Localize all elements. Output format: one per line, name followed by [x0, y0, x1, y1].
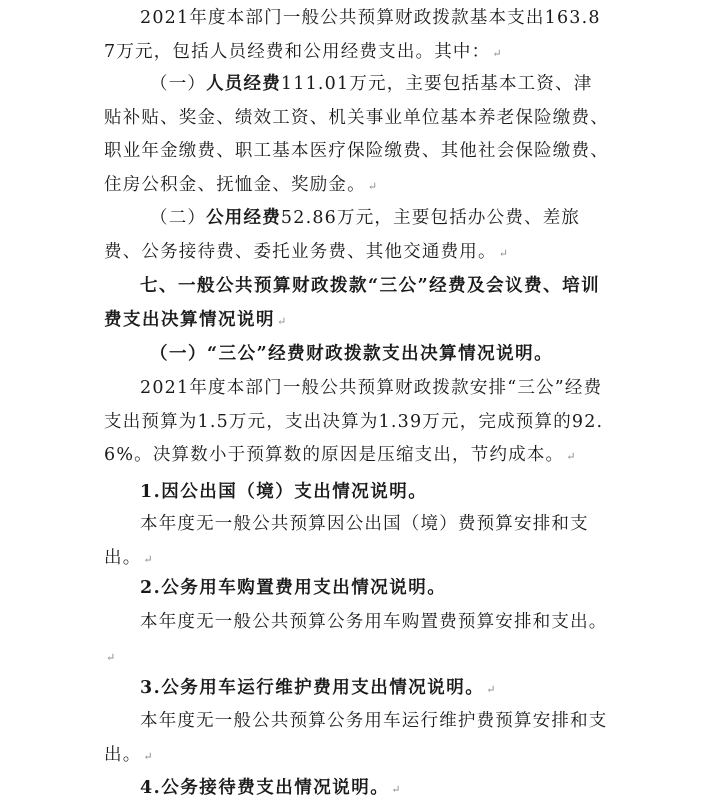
bold-term: 人员经费 [206, 74, 281, 94]
heading-text: 1.因公出国（境）支出情况说明。 [140, 482, 428, 502]
paragraph-mark-icon: ↵ [106, 650, 116, 664]
paragraph-mark-icon: ↵ [391, 783, 401, 796]
paragraph-mark-icon: ↵ [367, 179, 378, 193]
paragraph-mark-icon: ↵ [143, 552, 153, 566]
heading-text: 2.公务用车购置费用支出情况说明。 [140, 578, 447, 598]
paragraph-mark-icon: ↵ [277, 314, 287, 328]
paragraph-text: 2021年度本部门一般公共预算财政拨款安排“三公”经费支出预算为1.5万元，支出决算为1.39万元，完成预算的92.6%。决算数小于预算数的原因是压缩支出，节约成本。 [104, 378, 604, 465]
item-heading-overseas [104, 476, 609, 510]
paragraph-mark-icon: ↵ [486, 683, 496, 696]
paragraph-text: 本年度无一般公共预算因公出国（境）费预算安排和支出。 [104, 514, 589, 568]
subsection-heading-three-public [104, 338, 609, 372]
heading-text: 3.公务用车运行维护费用支出情况说明。 [140, 678, 485, 698]
paragraph-basic-expenditure [104, 2, 609, 70]
list-prefix: （一） [150, 74, 207, 94]
paragraph-text: 52.86万元，主要包括办公费、差旅费、公务接待费、委托业务费、其他交通费用。 [104, 208, 581, 262]
list-prefix: （二） [150, 208, 207, 228]
paragraph-overseas [104, 508, 609, 576]
paragraph-text: 本年度无一般公共预算公务用车运行维护费预算安排和支出。 [104, 711, 608, 765]
item-heading-vehicle-maintenance [104, 672, 609, 707]
paragraph-three-public-budget [104, 372, 609, 474]
paragraph-vehicle-purchase [104, 606, 609, 674]
paragraph-mark-icon: ↵ [492, 46, 502, 60]
paragraph-mark-icon: ↵ [498, 246, 508, 260]
section-heading-seven [104, 270, 609, 338]
item-heading-reception [104, 772, 609, 807]
paragraph-text: 111.01万元，主要包括基本工资、津贴补贴、奖金、绩效工资、机关事业单位基本养老保险缴费、职业年金缴费、职工基本医疗保险缴费、其他社会保险缴费、住房公积金、抚恤金、奖励金。 [104, 74, 609, 195]
heading-text: 4.公务接待费支出情况说明。 [140, 778, 390, 798]
paragraph-vehicle-maintenance [104, 705, 609, 773]
paragraph-personnel-expenses [104, 68, 609, 203]
paragraph-mark-icon: ↵ [143, 749, 153, 763]
paragraph-text: 本年度无一般公共预算公务用车购置费预算安排和支出。 [140, 612, 608, 632]
heading-text: （一）“三公”经费财政拨款支出决算情况说明。 [150, 344, 554, 364]
heading-text: 七、一般公共预算财政拨款“三公”经费及会议费、培训费支出决算情况说明 [104, 276, 601, 330]
paragraph-mark-icon: ↵ [566, 450, 576, 463]
paragraph-public-expenses [104, 202, 609, 270]
item-heading-vehicle-purchase [104, 572, 609, 606]
paragraph-text: 2021年度本部门一般公共预算财政拨款基本支出163.87万元，包括人员经费和公用经费支出。其中： [104, 8, 601, 62]
bold-term: 公用经费 [206, 208, 281, 228]
